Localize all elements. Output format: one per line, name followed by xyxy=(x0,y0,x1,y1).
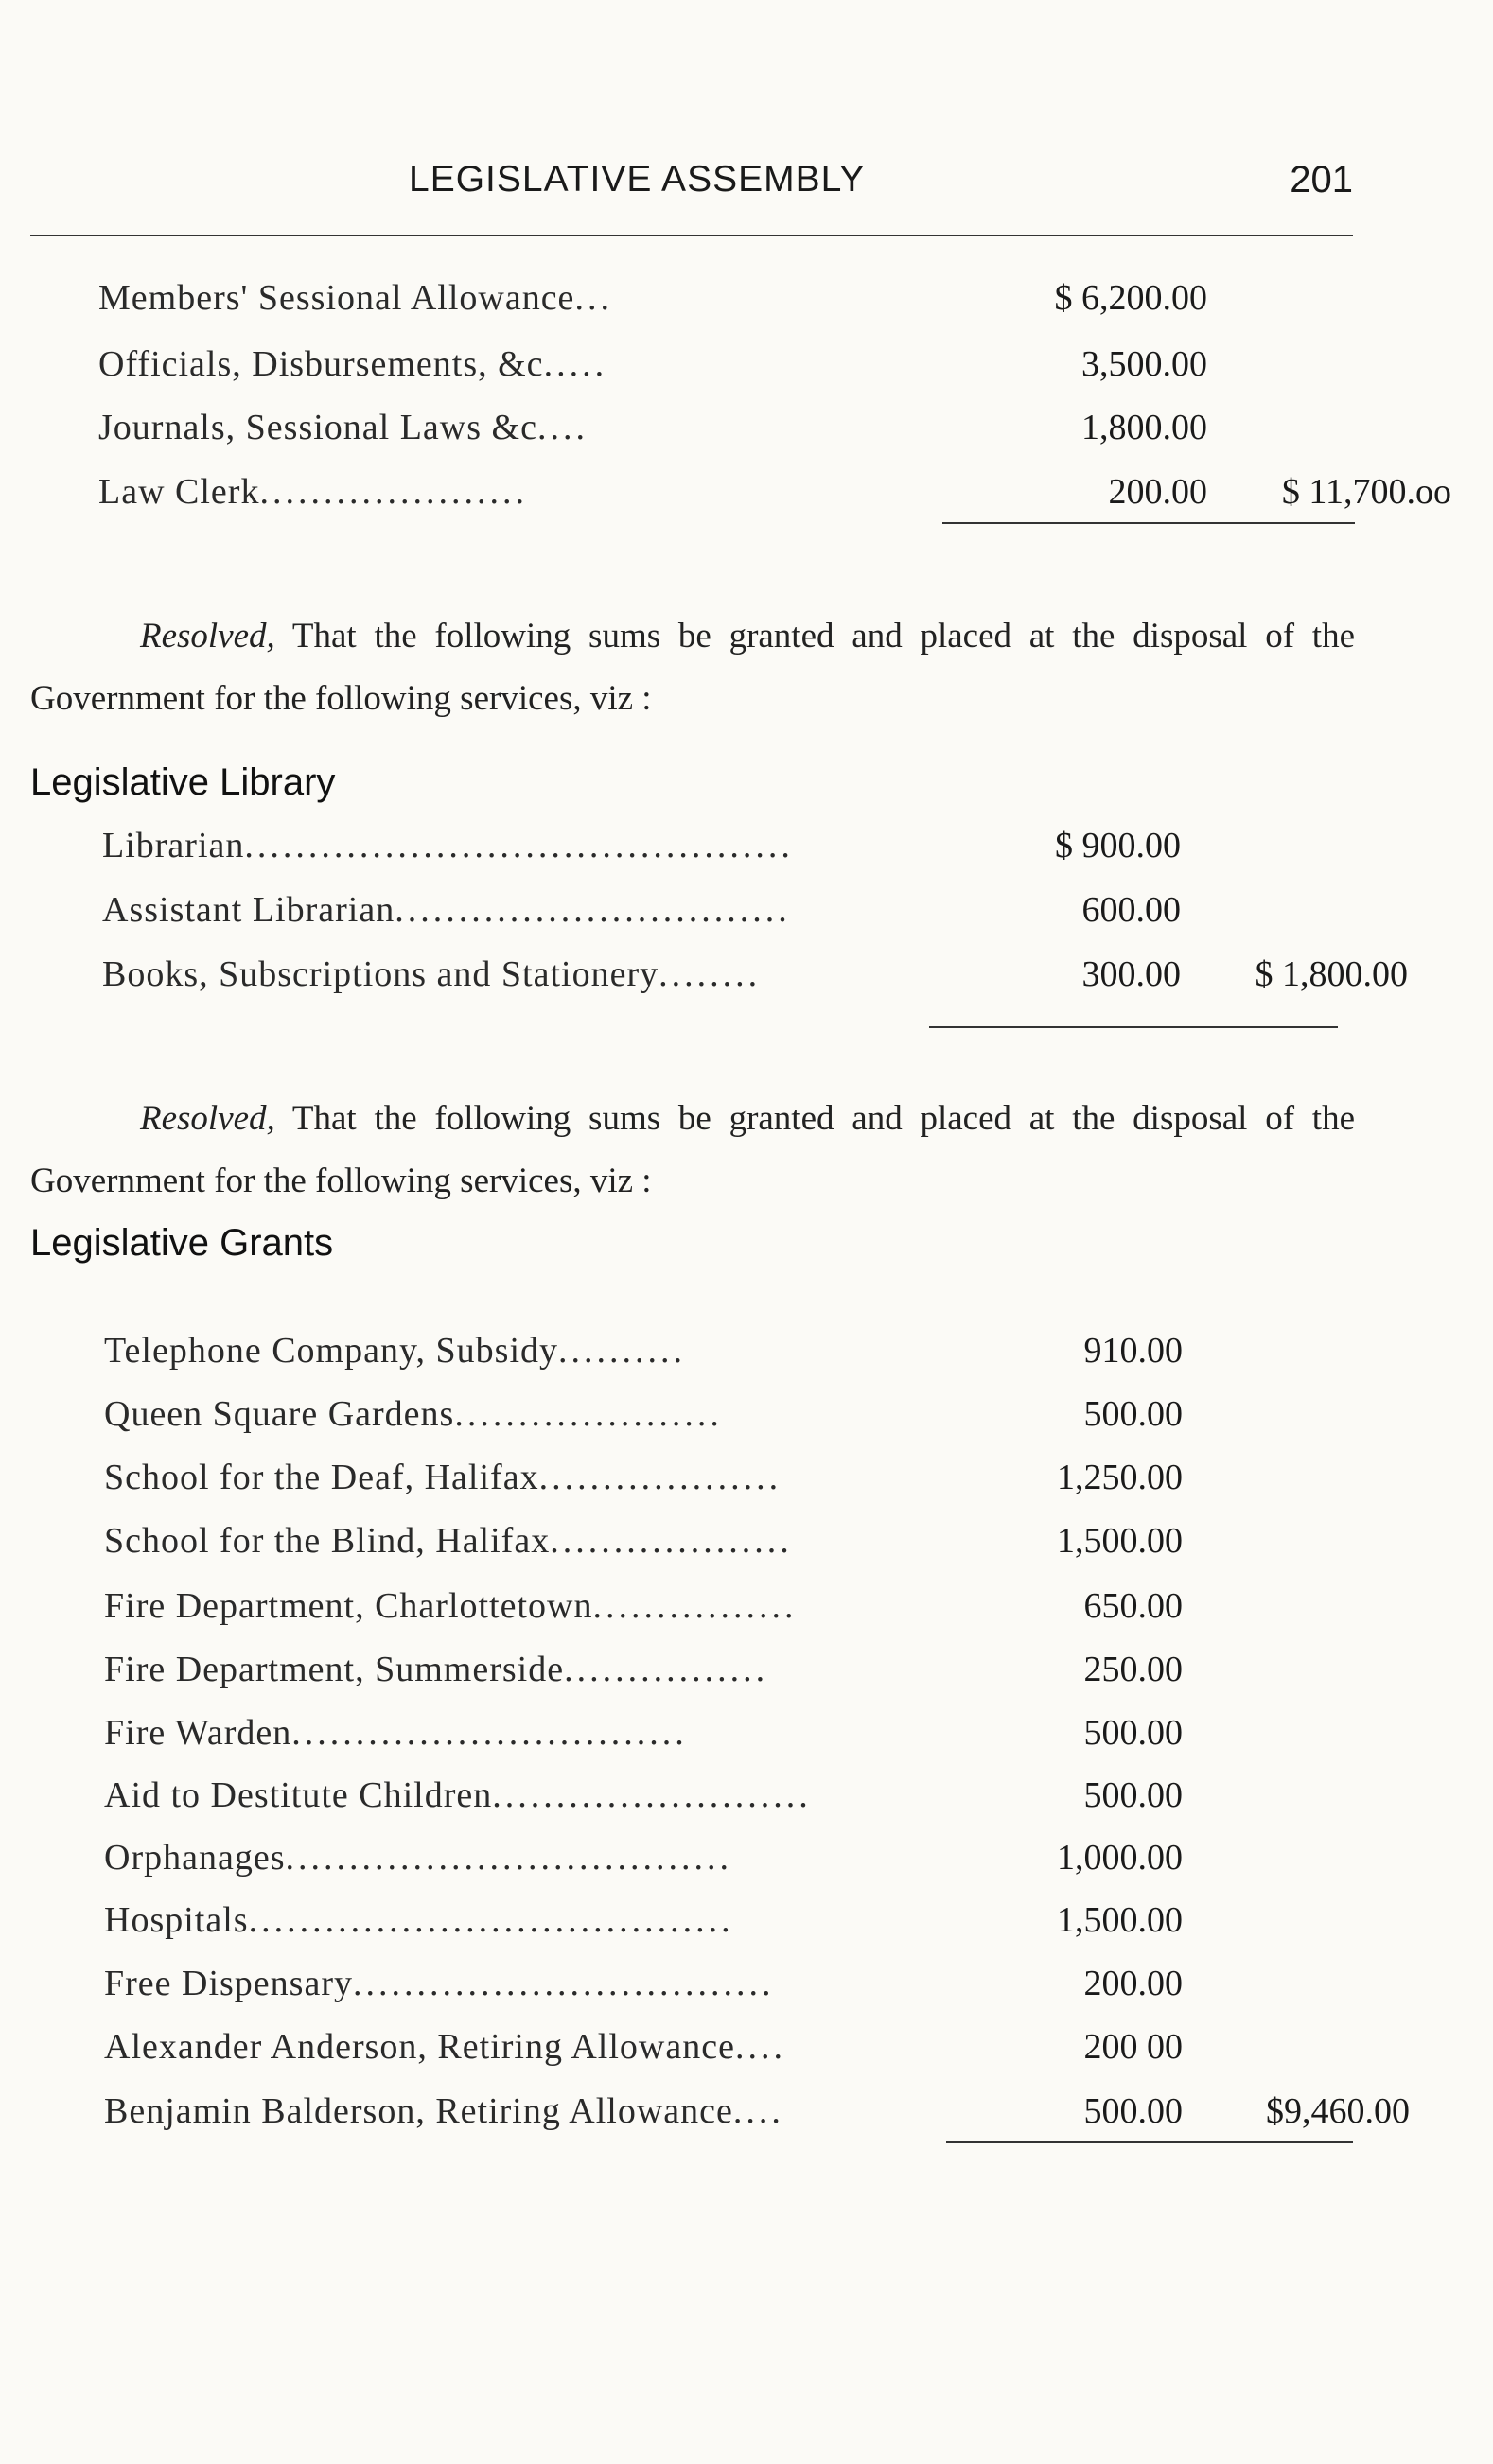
item-label: Librarian xyxy=(102,826,245,865)
dot-leader: ................ xyxy=(564,1650,769,1689)
item-amount: 500.00 xyxy=(1083,1394,1183,1434)
item-label: Fire Department, Charlottetown xyxy=(104,1586,593,1626)
dot-leader: ........ xyxy=(659,954,762,994)
list-item xyxy=(104,2026,1357,2077)
item-amount: 200 00 xyxy=(1083,2027,1183,2067)
item-amount: 1,250.00 xyxy=(1057,1458,1183,1497)
dot-leader: ........................................... xyxy=(244,826,794,865)
list-item xyxy=(98,343,1357,394)
list-item xyxy=(102,825,1357,876)
item-label: School for the Deaf, Halifax xyxy=(104,1458,539,1497)
list-item xyxy=(104,1712,1357,1763)
dot-leader: .... xyxy=(732,2091,784,2131)
list-item xyxy=(104,2090,1410,2141)
dot-leader: ... xyxy=(574,278,613,318)
item-label: Members' Sessional Allowance xyxy=(98,278,575,318)
item-amount: 1,800.00 xyxy=(1081,408,1207,447)
resolution-text: That the following sums be granted and placed at the disposal of the Government for the following services, viz : xyxy=(30,1099,1355,1200)
item-label: Aid to Destitute Children xyxy=(104,1775,493,1815)
item-label: Orphanages xyxy=(104,1838,286,1878)
page-header xyxy=(30,151,1353,208)
dot-leader: ............................... xyxy=(395,890,791,930)
item-amount: $ 6,200.00 xyxy=(1054,278,1207,318)
list-item xyxy=(104,1837,1357,1888)
section-heading-grants: Legislative Grants xyxy=(30,1222,334,1264)
resolution-lead: Resolved, xyxy=(140,1099,275,1138)
item-amount: 500.00 xyxy=(1083,1713,1183,1753)
dot-leader: ................ xyxy=(592,1586,798,1626)
page-number: 201 xyxy=(1290,159,1353,201)
item-total: $ 1,800.00 xyxy=(1255,954,1408,994)
resolution-paragraph xyxy=(30,605,1355,730)
total-rule xyxy=(946,2141,1353,2143)
dot-leader: ..................... xyxy=(454,1394,723,1434)
item-amount: 1,500.00 xyxy=(1057,1521,1183,1561)
dot-leader: ............................... xyxy=(291,1713,688,1753)
list-item xyxy=(102,953,1408,1005)
item-label: Journals, Sessional Laws &c xyxy=(98,408,537,447)
list-item xyxy=(98,277,1357,328)
item-label: Assistant Librarian xyxy=(102,890,395,930)
item-total: $9,460.00 xyxy=(1266,2091,1410,2131)
list-item xyxy=(104,1585,1357,1636)
list-item xyxy=(104,1774,1357,1826)
item-label: Benjamin Balderson, Retiring Allowance xyxy=(104,2091,733,2131)
total-rule xyxy=(929,1026,1338,1028)
item-label: Books, Subscriptions and Stationery xyxy=(102,954,659,994)
list-item xyxy=(98,471,1451,522)
dot-leader: .... xyxy=(734,2027,786,2067)
item-label: Telephone Company, Subsidy xyxy=(104,1331,558,1371)
dot-leader: .......... xyxy=(558,1331,686,1371)
total-rule xyxy=(942,522,1355,524)
item-amount: 500.00 xyxy=(1083,2091,1183,2131)
item-amount: 500.00 xyxy=(1083,1775,1183,1815)
dot-leader: ................................. xyxy=(352,1964,775,2003)
item-amount: 250.00 xyxy=(1083,1650,1183,1689)
list-item xyxy=(104,1457,1357,1508)
item-amount: 1,000.00 xyxy=(1057,1838,1183,1878)
item-total: $ 11,700.oo xyxy=(1281,472,1451,512)
item-label: Fire Warden xyxy=(104,1713,292,1753)
item-amount: 200.00 xyxy=(1083,1964,1183,2003)
list-item xyxy=(98,407,1357,458)
resolution-text: That the following sums be granted and placed at the disposal of the Government for the following services, viz : xyxy=(30,617,1355,718)
dot-leader: ................................... xyxy=(285,1838,732,1878)
section-heading-library: Legislative Library xyxy=(30,761,336,803)
resolution-paragraph xyxy=(30,1088,1355,1213)
item-amount: 1,500.00 xyxy=(1057,1900,1183,1940)
item-label: Law Clerk xyxy=(98,472,260,512)
item-label: Queen Square Gardens xyxy=(104,1394,455,1434)
dot-leader: ................... xyxy=(538,1458,782,1497)
item-label: Officials, Disbursements, &c xyxy=(98,344,544,384)
dot-leader: ...................................... xyxy=(248,1900,734,1940)
dot-leader: ......................... xyxy=(492,1775,812,1815)
header-divider xyxy=(30,235,1353,236)
item-amount: 600.00 xyxy=(1081,890,1181,930)
item-label: Free Dispensary xyxy=(104,1964,353,2003)
item-amount: 910.00 xyxy=(1083,1331,1183,1371)
dot-leader: .... xyxy=(536,408,588,447)
item-amount: $ 900.00 xyxy=(1055,826,1181,865)
list-item xyxy=(104,1393,1357,1444)
item-amount: 200.00 xyxy=(1108,472,1207,512)
item-label: Alexander Anderson, Retiring Allowance xyxy=(104,2027,735,2067)
list-item xyxy=(104,1649,1357,1700)
item-amount: 650.00 xyxy=(1083,1586,1183,1626)
list-item xyxy=(104,1963,1357,2014)
item-amount: 300.00 xyxy=(1081,954,1181,994)
item-label: Fire Department, Summerside xyxy=(104,1650,565,1689)
dot-leader: ..... xyxy=(543,344,608,384)
list-item xyxy=(104,1899,1357,1950)
dot-leader: ................... xyxy=(550,1521,793,1561)
list-item xyxy=(104,1520,1357,1571)
item-amount: 3,500.00 xyxy=(1081,344,1207,384)
item-label: School for the Blind, Halifax xyxy=(104,1521,551,1561)
dot-leader: ..................... xyxy=(259,472,528,512)
list-item xyxy=(102,889,1357,940)
item-label: Hospitals xyxy=(104,1900,249,1940)
resolution-lead: Resolved, xyxy=(140,617,275,655)
list-item xyxy=(104,1330,1357,1381)
page-title: LEGISLATIVE ASSEMBLY xyxy=(409,159,866,200)
